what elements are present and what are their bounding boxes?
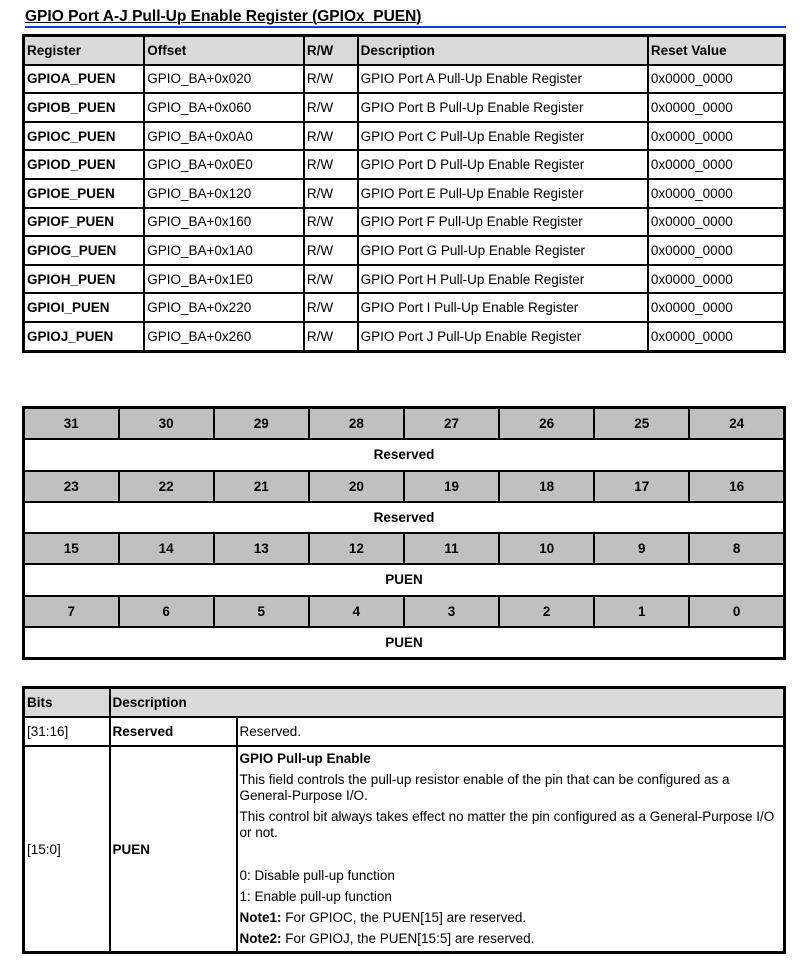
bit-number: 6 <box>119 596 214 627</box>
note-1-text: For GPIOC, the PUEN[15] are reserved. <box>281 910 527 925</box>
table-row <box>24 293 785 322</box>
field-name: Reserved <box>110 717 237 746</box>
bit-number: 27 <box>404 408 499 440</box>
offset: GPIO_BA+0x1E0 <box>144 265 304 294</box>
table-row <box>24 322 785 351</box>
bit-number: 7 <box>24 596 119 627</box>
bit-number: 10 <box>499 533 594 564</box>
register-name: GPIOH_PUEN <box>24 265 145 294</box>
field-description <box>237 746 785 953</box>
header-register: Register <box>24 36 145 65</box>
field-name: PUEN <box>110 746 237 953</box>
bit-number: 2 <box>499 596 594 627</box>
bit-number: 4 <box>309 596 404 627</box>
reset-value: 0x0000_0000 <box>648 150 785 179</box>
bit-number: 20 <box>309 471 404 502</box>
bit-number: 28 <box>309 408 404 440</box>
page-title <box>25 8 786 28</box>
access-type: R/W <box>304 150 358 179</box>
offset: GPIO_BA+0x160 <box>144 208 304 237</box>
bit-field-row <box>24 439 785 471</box>
spacer <box>240 846 782 862</box>
bit-number: 1 <box>594 596 689 627</box>
bit-number-row <box>24 596 785 627</box>
page-title-text: GPIO Port A-J Pull-Up Enable Register (GPIOx_PUEN) <box>25 8 422 25</box>
reset-value: 0x0000_0000 <box>648 265 785 294</box>
bit-description-table <box>22 686 786 954</box>
bit-number: 26 <box>499 408 594 440</box>
note-1 <box>240 910 782 926</box>
table-row <box>24 65 785 94</box>
table-row <box>24 208 785 237</box>
register-name: GPIOI_PUEN <box>24 293 145 322</box>
register-description: GPIO Port E Pull-Up Enable Register <box>358 179 648 208</box>
offset: GPIO_BA+0x060 <box>144 93 304 122</box>
offset: GPIO_BA+0x120 <box>144 179 304 208</box>
bit-number: 8 <box>689 533 784 564</box>
table-row <box>24 717 785 746</box>
bit-field-row <box>24 564 785 596</box>
offset: GPIO_BA+0x020 <box>144 65 304 94</box>
note-2-text: For GPIOJ, the PUEN[15:5] are reserved. <box>281 931 535 946</box>
bit-number: 17 <box>594 471 689 502</box>
bit-field-name: PUEN <box>24 564 785 596</box>
header-description: Description <box>358 36 648 65</box>
register-name: GPIOC_PUEN <box>24 122 145 151</box>
header-offset: Offset <box>144 36 304 65</box>
bit-field-row <box>24 627 785 659</box>
table-row <box>24 150 785 179</box>
bit-number: 13 <box>214 533 309 564</box>
access-type: R/W <box>304 179 358 208</box>
register-name: GPIOB_PUEN <box>24 93 145 122</box>
access-type: R/W <box>304 93 358 122</box>
reset-value: 0x0000_0000 <box>648 122 785 151</box>
bit-number: 12 <box>309 533 404 564</box>
bit-number: 29 <box>214 408 309 440</box>
field-heading: GPIO Pull-up Enable <box>239 751 371 766</box>
bit-number-row <box>24 533 785 564</box>
register-description: GPIO Port A Pull-Up Enable Register <box>358 65 648 94</box>
register-table-header <box>24 36 785 65</box>
access-type: R/W <box>304 322 358 351</box>
note-2 <box>240 931 782 947</box>
bit-number-row <box>24 471 785 502</box>
offset: GPIO_BA+0x0E0 <box>144 150 304 179</box>
header-bit-description: Description <box>110 688 785 718</box>
bit-number: 11 <box>404 533 499 564</box>
offset: GPIO_BA+0x0A0 <box>144 122 304 151</box>
description-table-header <box>24 688 785 718</box>
bits-range: [15:0] <box>24 746 110 953</box>
access-type: R/W <box>304 208 358 237</box>
access-type: R/W <box>304 293 358 322</box>
register-name: GPIOF_PUEN <box>24 208 145 237</box>
reset-value: 0x0000_0000 <box>648 208 785 237</box>
bits-range: [31:16] <box>24 717 110 746</box>
register-table <box>22 34 786 353</box>
register-name: GPIOG_PUEN <box>24 236 145 265</box>
register-name: GPIOE_PUEN <box>24 179 145 208</box>
reset-value: 0x0000_0000 <box>648 293 785 322</box>
bit-number: 18 <box>499 471 594 502</box>
register-description: GPIO Port B Pull-Up Enable Register <box>358 93 648 122</box>
offset: GPIO_BA+0x260 <box>144 322 304 351</box>
register-description: GPIO Port G Pull-Up Enable Register <box>358 236 648 265</box>
bit-number: 22 <box>119 471 214 502</box>
option-1: 1: Enable pull-up function <box>239 889 392 904</box>
reset-value: 0x0000_0000 <box>648 179 785 208</box>
reset-value: 0x0000_0000 <box>648 322 785 351</box>
offset: GPIO_BA+0x220 <box>144 293 304 322</box>
bit-field-name: Reserved <box>24 502 785 534</box>
bit-number: 3 <box>404 596 499 627</box>
bit-field-row <box>24 502 785 534</box>
register-name: GPIOA_PUEN <box>24 65 145 94</box>
register-description: GPIO Port C Pull-Up Enable Register <box>358 122 648 151</box>
register-description: GPIO Port H Pull-Up Enable Register <box>358 265 648 294</box>
register-name: GPIOD_PUEN <box>24 150 145 179</box>
reset-value: 0x0000_0000 <box>648 65 785 94</box>
field-description: Reserved. <box>237 717 785 746</box>
bit-number: 19 <box>404 471 499 502</box>
bit-number: 15 <box>24 533 119 564</box>
header-reset-value: Reset Value <box>648 36 785 65</box>
option-0: 0: Disable pull-up function <box>239 868 395 883</box>
access-type: R/W <box>304 65 358 94</box>
bit-number: 0 <box>689 596 784 627</box>
table-row <box>24 746 785 953</box>
table-row <box>24 122 785 151</box>
header-bits: Bits <box>24 688 110 718</box>
table-row <box>24 179 785 208</box>
access-type: R/W <box>304 122 358 151</box>
register-description: GPIO Port D Pull-Up Enable Register <box>358 150 648 179</box>
note-2-label: Note2: <box>239 931 282 946</box>
bit-number: 31 <box>24 408 119 440</box>
bit-number: 14 <box>119 533 214 564</box>
header-rw: R/W <box>304 36 358 65</box>
bit-number: 23 <box>24 471 119 502</box>
register-description: GPIO Port J Pull-Up Enable Register <box>358 322 648 351</box>
bit-number-row <box>24 408 785 440</box>
table-row <box>24 93 785 122</box>
register-description: GPIO Port I Pull-Up Enable Register <box>358 293 648 322</box>
bit-number: 24 <box>689 408 784 440</box>
bit-number: 25 <box>594 408 689 440</box>
register-description: GPIO Port F Pull-Up Enable Register <box>358 208 648 237</box>
access-type: R/W <box>304 236 358 265</box>
bit-field-name: Reserved <box>24 439 785 471</box>
note-1-label: Note1: <box>239 910 282 925</box>
bit-number: 9 <box>594 533 689 564</box>
reset-value: 0x0000_0000 <box>648 236 785 265</box>
offset: GPIO_BA+0x1A0 <box>144 236 304 265</box>
field-paragraph-1: This field controls the pull-up resistor enable of the pin that can be configured as a General-Purpose I/O. <box>239 772 730 803</box>
bit-field-name: PUEN <box>24 627 785 659</box>
bit-number: 21 <box>214 471 309 502</box>
bit-map-table <box>22 406 786 660</box>
table-row <box>24 265 785 294</box>
table-row <box>24 236 785 265</box>
bit-number: 5 <box>214 596 309 627</box>
bit-number: 16 <box>689 471 784 502</box>
field-paragraph-2: This control bit always takes effect no matter the pin configured as a General-Purpose I/O or not. <box>239 809 775 840</box>
access-type: R/W <box>304 265 358 294</box>
register-name: GPIOJ_PUEN <box>24 322 145 351</box>
reset-value: 0x0000_0000 <box>648 93 785 122</box>
bit-number: 30 <box>119 408 214 440</box>
